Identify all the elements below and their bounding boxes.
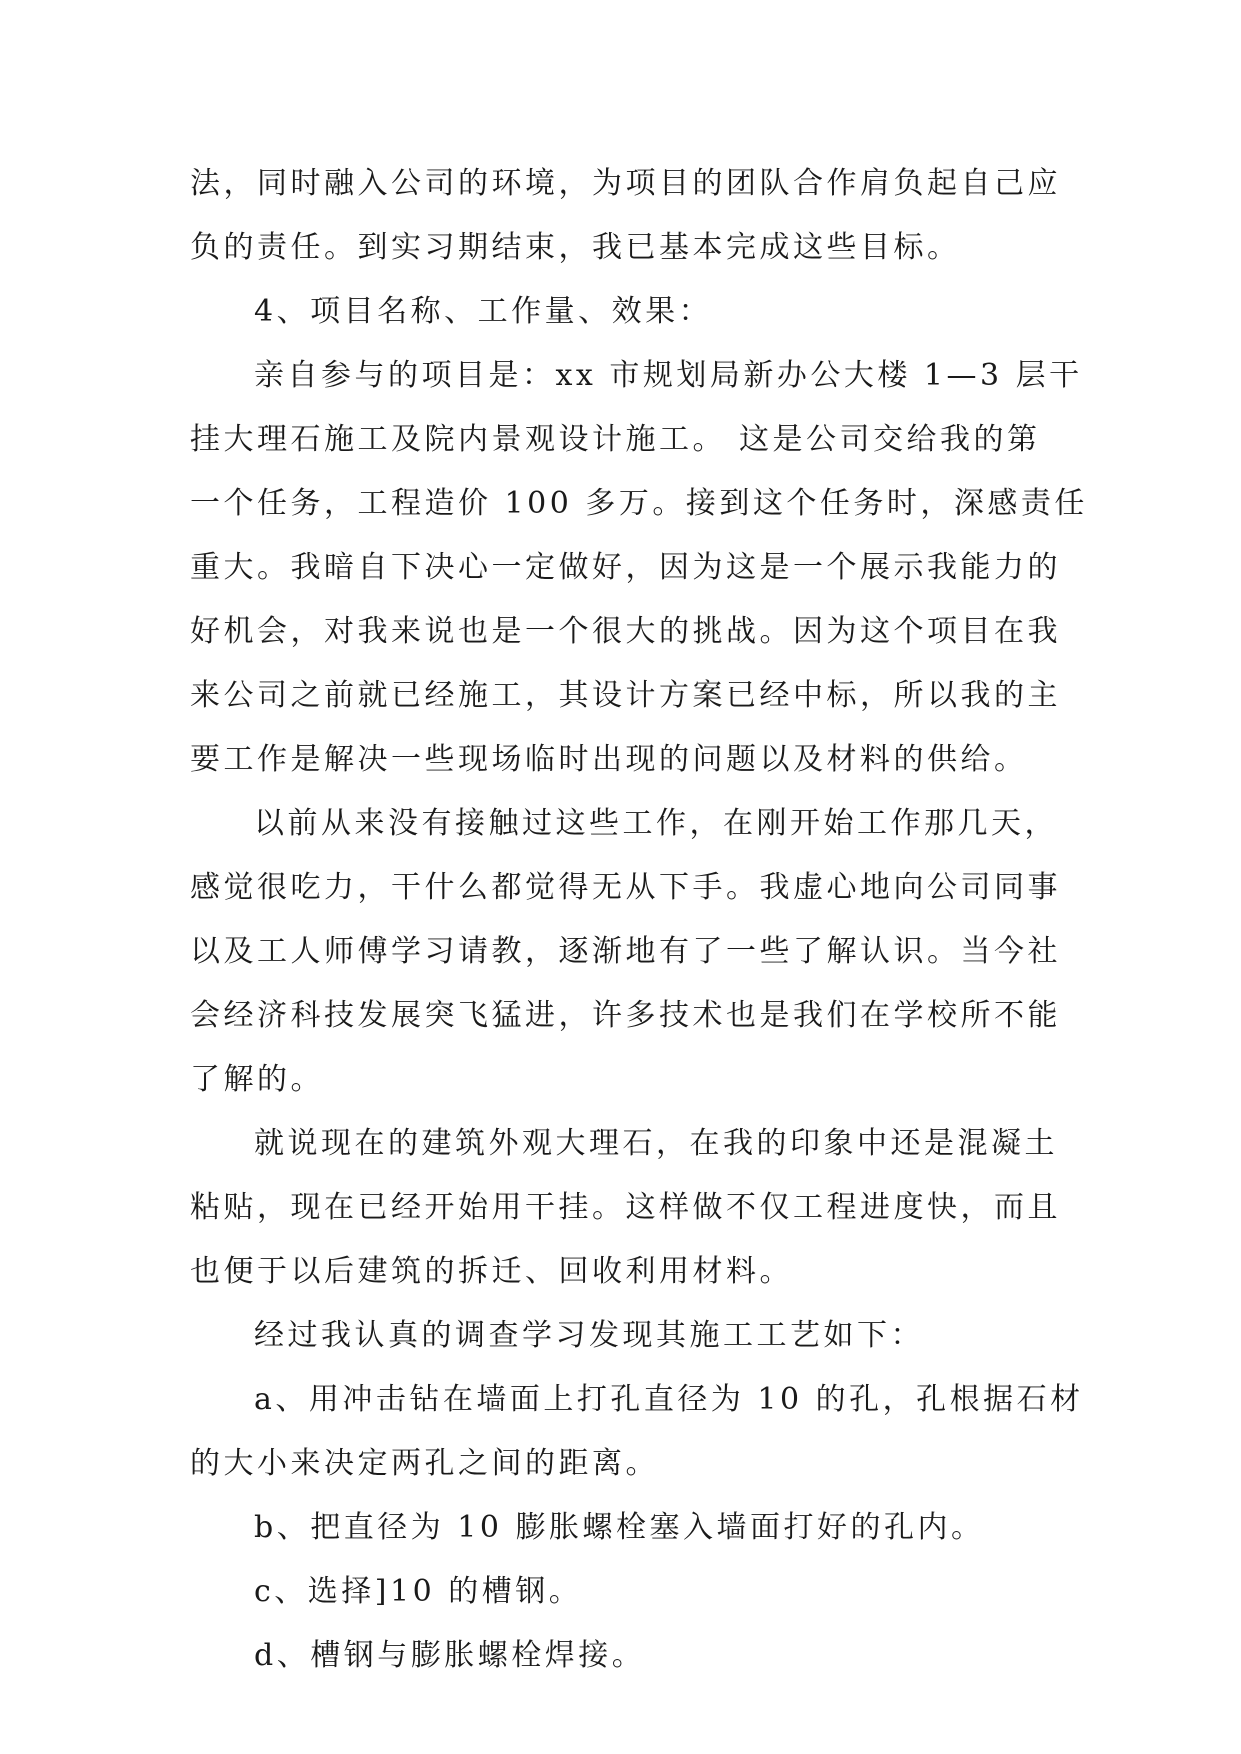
text-line: 要工作是解决一些现场临时出现的问题以及材料的供给。 [190, 742, 1028, 777]
text-line: 感觉很吃力，干什么都觉得无从下手。我虚心地向公司同事 [190, 870, 1061, 905]
text-line: 以前从来没有接触过这些工作，在刚开始工作那几天， [254, 806, 1058, 841]
text-line: 好机会，对我来说也是一个很大的挑战。因为这个项目在我 [190, 614, 1061, 649]
text-line: 挂大理石施工及院内景观设计施工。 这是公司交给我的第 [190, 422, 1041, 457]
text-line: b、把直径为 10 膨胀螺栓塞入墙面打好的孔内。 [254, 1510, 985, 1545]
text-line: 会经济科技发展突飞猛进，许多技术也是我们在学校所不能 [190, 998, 1061, 1033]
text-line: 的大小来决定两孔之间的距离。 [190, 1446, 659, 1481]
text-line: 了解的。 [190, 1062, 324, 1097]
text-line: c、选择]10 的槽钢。 [254, 1574, 583, 1609]
body-text [190, 152, 1088, 1688]
text-line: 以及工人师傅学习请教，逐渐地有了一些了解认识。当今社 [190, 934, 1061, 969]
text-line: 也便于以后建筑的拆迁、回收利用材料。 [190, 1254, 793, 1289]
text-line: 来公司之前就已经施工，其设计方案已经中标，所以我的主 [190, 678, 1061, 713]
text-line: 亲自参与的项目是：xx 市规划局新办公大楼 1—3 层干 [254, 358, 1083, 393]
text-line: 法，同时融入公司的环境，为项目的团队合作肩负起自己应 [190, 166, 1061, 201]
text-line: 经过我认真的调查学习发现其施工工艺如下： [254, 1318, 924, 1353]
text-line: 重大。我暗自下决心一定做好，因为这是一个展示我能力的 [190, 550, 1061, 585]
text-line: 负的责任。到实习期结束，我已基本完成这些目标。 [190, 230, 961, 265]
text-line: 一个任务，工程造价 100 多万。接到这个任务时，深感责任 [190, 486, 1088, 521]
text-line: d、槽钢与膨胀螺栓焊接。 [254, 1638, 646, 1673]
text-line: a、用冲击钻在墙面上打孔直径为 10 的孔，孔根据石材 [254, 1382, 1084, 1417]
text-line: 粘贴，现在已经开始用干挂。这样做不仅工程进度快，而且 [190, 1190, 1061, 1225]
text-line: 就说现在的建筑外观大理石，在我的印象中还是混凝土 [254, 1126, 1058, 1161]
text-line: 4、项目名称、工作量、效果： [254, 294, 713, 329]
